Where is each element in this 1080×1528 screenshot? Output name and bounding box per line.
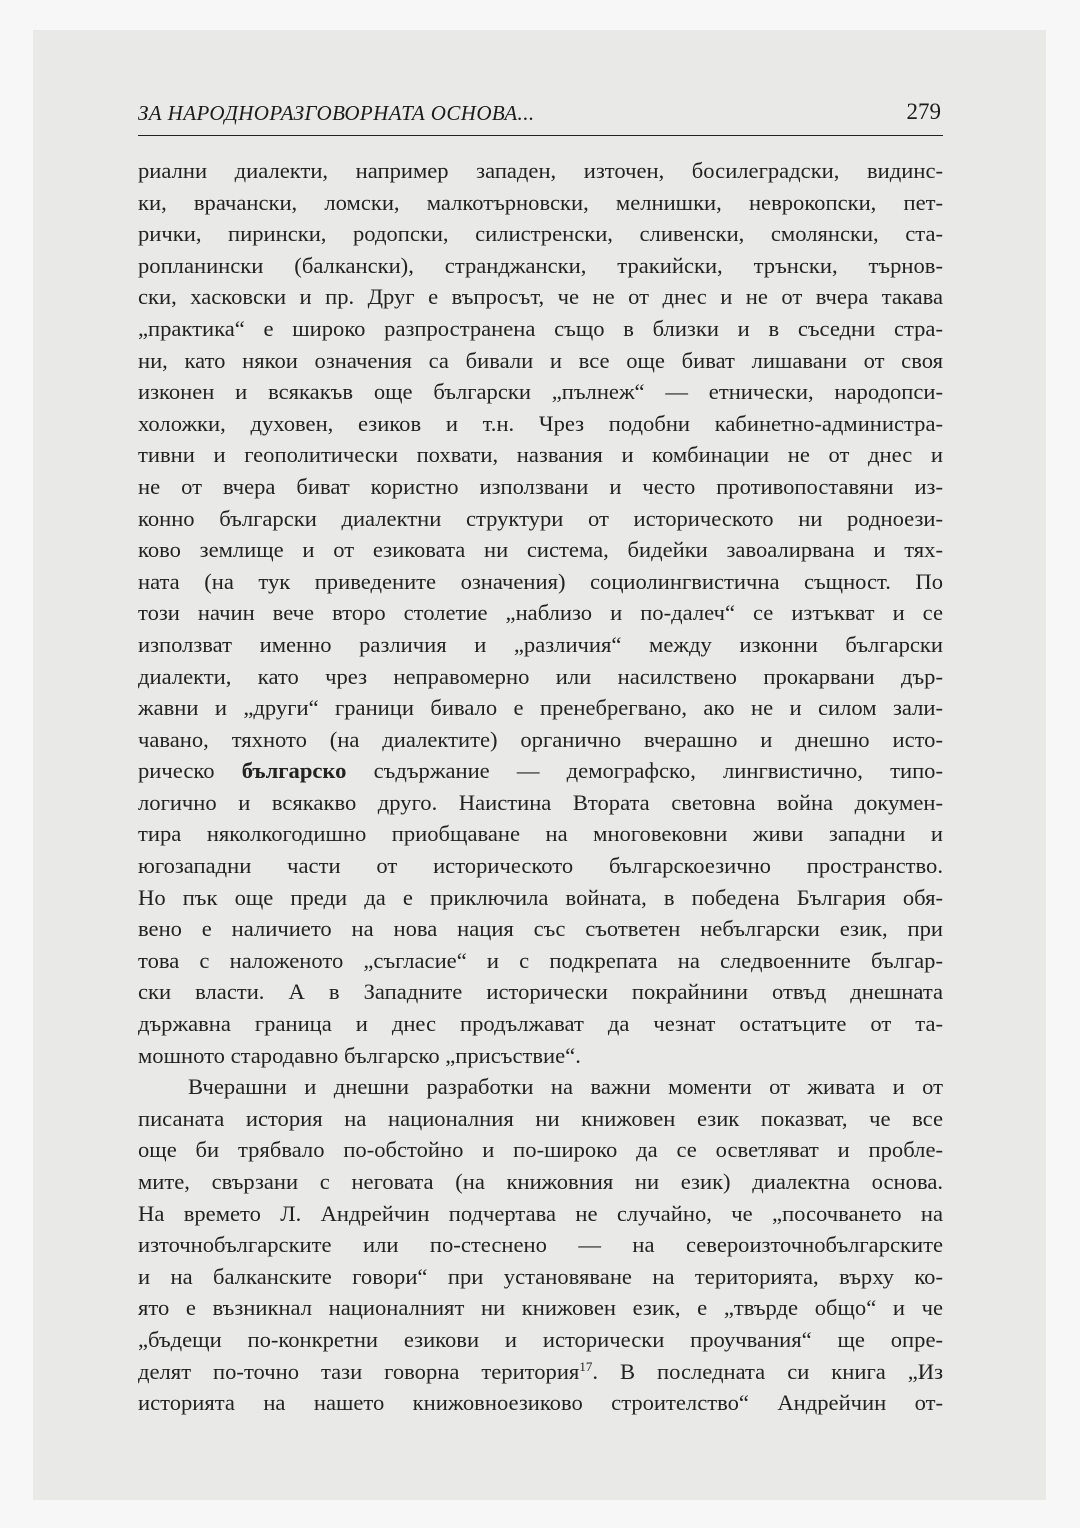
text-line: още би трябвало по-обстойно и по-широко да се осветляват и пробле- bbox=[138, 1137, 943, 1163]
text-line: този начин вече второ столетие „наблизо и по-далеч“ се изтъкват и се bbox=[138, 600, 943, 626]
text-line: „практика“ е широко разпространена също в близки и в съседни стра- bbox=[138, 315, 943, 341]
text-line: На времето Л. Андрейчин подчертава не случайно, че „посочването на bbox=[138, 1200, 943, 1226]
page-header bbox=[138, 99, 943, 136]
text-line: ки, врачански, ломски, малкотърновски, мелнишки, неврокопски, пет- bbox=[138, 189, 943, 215]
text-line: логично и всякакво друго. Наистина Втората световна война докумен- bbox=[138, 789, 943, 815]
text-run: делят по-точно тази говорна територия bbox=[138, 1358, 580, 1384]
text-line: тира няколкогодишно приобщаване на многовековни живи западни и bbox=[138, 821, 943, 847]
text-line: ропланински (балкански), странджански, тракийски, трънски, търнов- bbox=[138, 252, 943, 278]
paragraph-2 bbox=[138, 1071, 943, 1419]
text-line: ски власти. А в Западните исторически покрайнини отвъд днешната bbox=[138, 979, 943, 1005]
text-line: чавано, тяхното (на диалектите) органично вчерашно и днешно исто- bbox=[138, 726, 943, 752]
text-line: изконен и всякакъв още български „пълнеж“ — етнически, народопси- bbox=[138, 379, 943, 405]
footnote-marker[interactable]: 17 bbox=[579, 1358, 593, 1374]
text-run: . В последната си книга „Из bbox=[592, 1358, 943, 1384]
text-run: рическо bbox=[138, 758, 242, 784]
text-line: риални диалекти, например западен, източен, босилеградски, видинс- bbox=[138, 158, 943, 183]
text-run: съдържание — демографско, лингвистично, типо- bbox=[346, 758, 943, 784]
text-line: жавни и „други“ граници бивало е пренебрегвано, ако не и силом зали- bbox=[138, 695, 943, 721]
text-line: ната (на тук приведените означения) социолингвистична същност. По bbox=[138, 568, 943, 594]
text-line: ски, хасковски и пр. Друг е въпросът, че не от днес и не от вчера такава bbox=[138, 284, 943, 310]
paragraph-1 bbox=[138, 155, 943, 1071]
text-line: мошното стародавно българско „присъствие“. bbox=[138, 1042, 581, 1068]
text-line: „бъдещи по-конкретни езикови и исторически проучвания“ ще опре- bbox=[138, 1326, 943, 1352]
text-line: ято е възникнал националният ни книжовен език, е „твърде общо“ и че bbox=[138, 1295, 943, 1321]
text-line: и на балканските говори“ при установяване на територията, върху ко- bbox=[138, 1263, 943, 1289]
bold-word: българско bbox=[241, 758, 347, 784]
text-line: Но пък още преди да е приключила войната, в победена България обя- bbox=[138, 884, 943, 910]
page-number: 279 bbox=[906, 99, 941, 124]
text-line: тивни и геополитически похвати, названия и комбинации не от днес и bbox=[138, 442, 943, 468]
text-line: историята на нашето книжовноезиково строителство“ Андрейчин от- bbox=[138, 1390, 943, 1416]
body-text bbox=[138, 155, 943, 1419]
text-line: това с наложеното „съгласие“ и с подкрепата на следвоенните българ- bbox=[138, 947, 943, 973]
text-line: използват именно различия и „различия“ между изконни български bbox=[138, 631, 943, 657]
text-line: югозападни части от историческото българскоезично пространство. bbox=[138, 853, 943, 879]
text-line-with-bold bbox=[138, 755, 943, 787]
text-line: диалекти, като чрез неправомерно или насилствено прокарвани дър- bbox=[138, 663, 943, 689]
text-line: конно български диалектни структури от историческото ни родноези- bbox=[138, 505, 943, 531]
text-line: ни, като някои означения са бивали и все още биват лишавани от своя bbox=[138, 347, 943, 373]
text-line: Вчерашни и днешни разработки на важни моменти от живата и от bbox=[188, 1074, 943, 1100]
text-line: рички, пирински, родопски, силистренски, сливенски, смолянски, ста- bbox=[138, 221, 943, 247]
text-line: не от вчера биват користно използвани и често противопоставяни из- bbox=[138, 473, 943, 499]
text-line: държавна граница и днес продължават да чезнат остатъците от та- bbox=[138, 1011, 943, 1037]
text-line: ково землище и от езиковата ни система, бидейки завоалирвана и тях- bbox=[138, 537, 943, 563]
text-line: източнобългарските или по-стеснено — на североизточнобългарските bbox=[138, 1232, 943, 1258]
text-line: холожки, духовен, езиков и т.н. Чрез подобни кабинетно-администра- bbox=[138, 410, 943, 436]
running-title: ЗА НАРОДНОРАЗГОВОРНАТА ОСНОВА... bbox=[138, 101, 535, 125]
text-line: вено е наличието на нова нация със съответен небългарски език, при bbox=[138, 916, 943, 942]
text-line-with-footnote bbox=[138, 1356, 943, 1388]
text-line: писаната история на националния ни книжовен език показват, че все bbox=[138, 1105, 943, 1131]
text-line: мите, свързани с неговата (на книжовния ни език) диалектна основа. bbox=[138, 1169, 943, 1194]
